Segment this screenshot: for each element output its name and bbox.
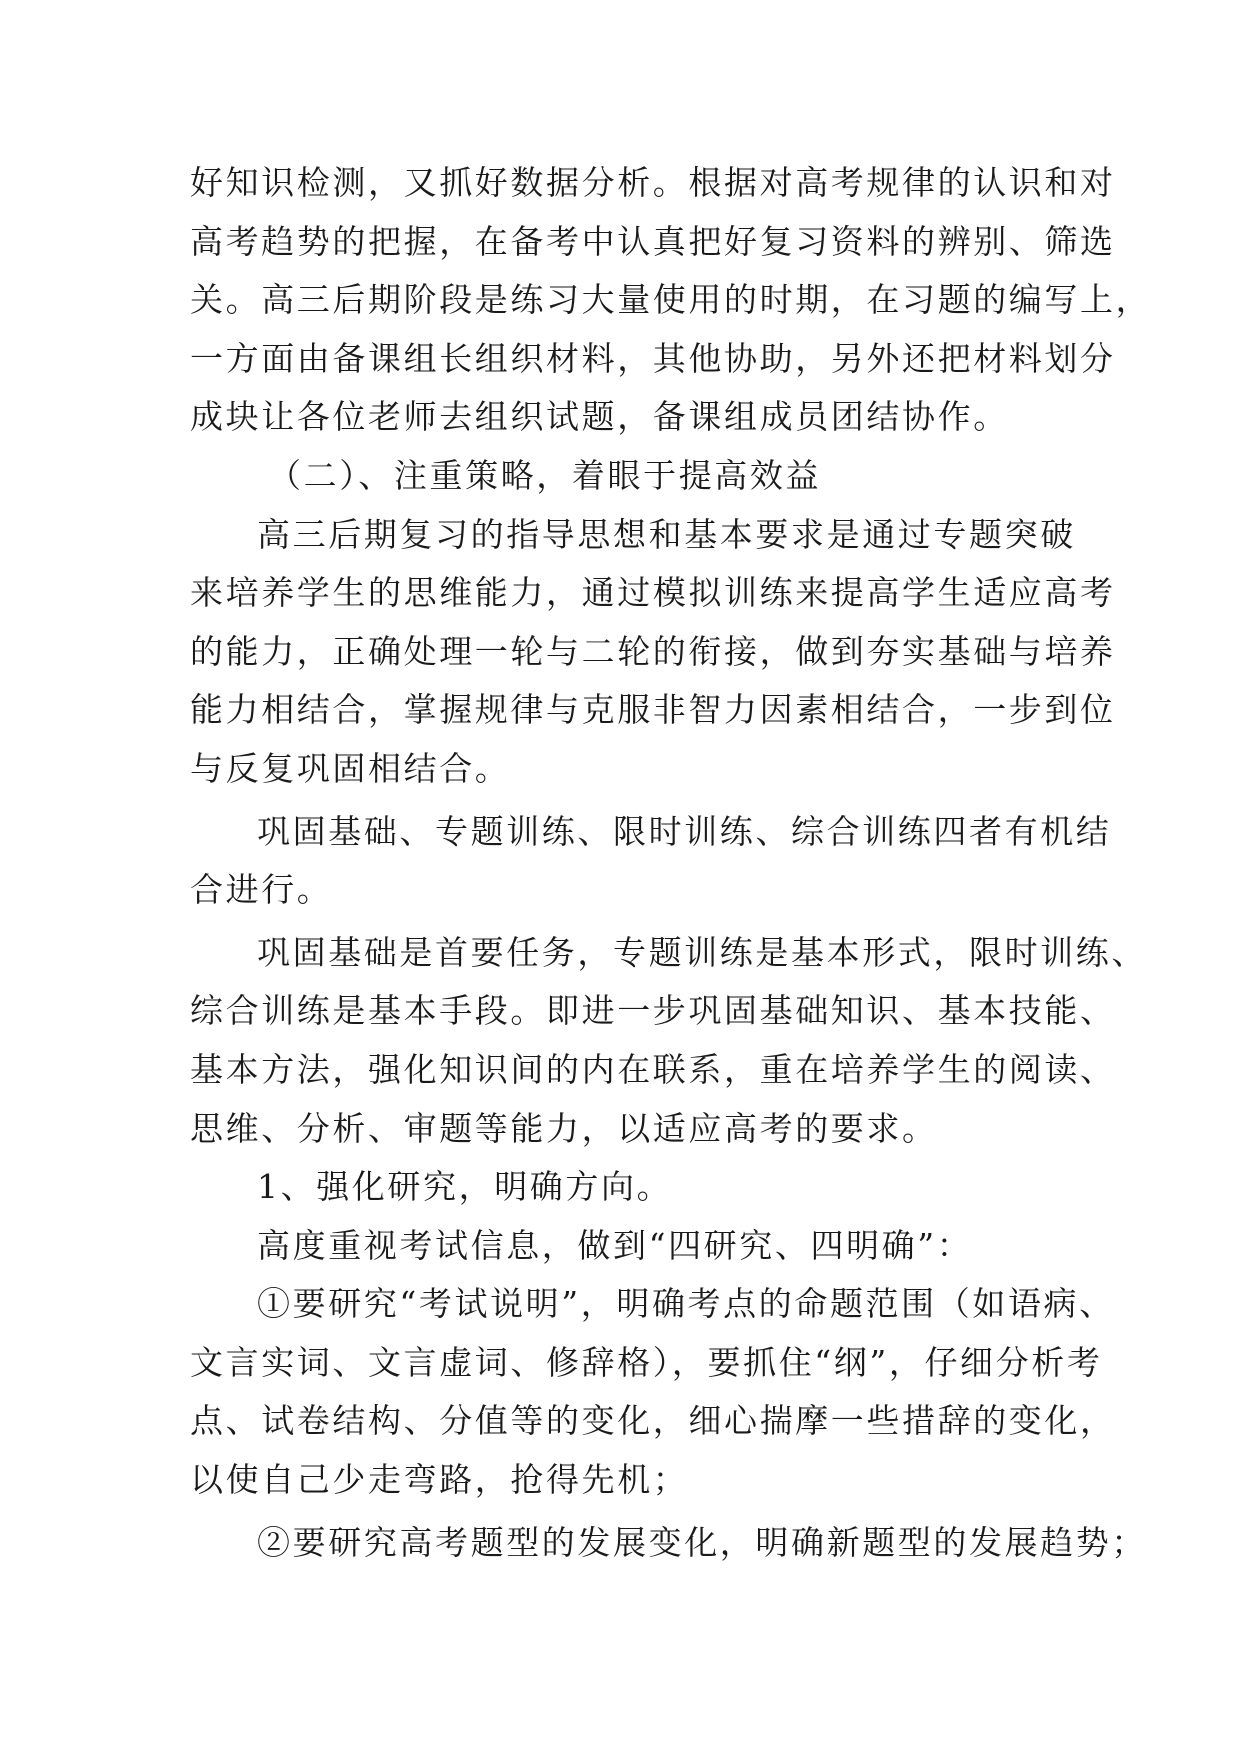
paragraph-line: 成块让各位老师去组织试题，备课组成员团结协作。: [190, 397, 1009, 437]
paragraph-line: 高三后期复习的指导思想和基本要求是通过专题突破: [257, 514, 1076, 554]
paragraph-line: 能力相结合，掌握规律与克服非智力因素相结合，一步到位: [190, 690, 1116, 730]
list-item-line: ②要研究高考题型的发展变化，明确新题型的发展趋势；: [257, 1522, 1147, 1562]
paragraph-line: 巩固基础、专题训练、限时训练、综合训练四者有机结: [257, 811, 1112, 851]
subsection-heading: 1、强化研究，明确方向。: [257, 1167, 673, 1207]
paragraph-line: 文言实词、文言虚词、修辞格），要抓住“纲”，仔细分析考: [190, 1342, 1103, 1382]
paragraph-line: 来培养学生的思维能力，通过模拟训练来提高学生适应高考: [190, 573, 1116, 613]
paragraph-line: 基本方法，强化知识间的内在联系，重在培养学生的阅读、: [190, 1049, 1116, 1089]
paragraph-line: 高考趋势的把握，在备考中认真把好复习资料的辨别、筛选: [190, 221, 1116, 261]
paragraph-line: 合进行。: [190, 870, 333, 910]
paragraph-line: 点、试卷结构、分值等的变化，细心揣摩一些措辞的变化，: [190, 1401, 1116, 1441]
paragraph-line: 的能力，正确处理一轮与二轮的衔接，做到夯实基础与培养: [190, 631, 1116, 671]
paragraph-line: 思维、分析、审题等能力，以适应高考的要求。: [190, 1108, 938, 1148]
paragraph-line: 好知识检测，又抓好数据分析。根据对高考规律的认识和对: [190, 163, 1116, 202]
paragraph-line: 关。高三后期阶段是练习大量使用的时期，在习题的编写上，: [190, 280, 1152, 320]
paragraph-line: 以使自己少走弯路，抢得先机；: [190, 1460, 689, 1500]
document-body: [190, 154, 1152, 1572]
paragraph-line: 高度重视考试信息，做到“四研究、四明确”：: [257, 1225, 973, 1265]
paragraph-line: 综合训练是基本手段。即进一步巩固基础知识、基本技能、: [190, 991, 1116, 1031]
section-heading: （二）、注重策略，着眼于提高效益: [268, 455, 822, 495]
paragraph-line: 与反复巩固相结合。: [190, 748, 511, 788]
paragraph-line: 一方面由备课组长组织材料，其他协助，另外还把材料划分: [190, 338, 1116, 378]
paragraph-line: 巩固基础是首要任务，专题训练是基本形式，限时训练、: [257, 932, 1147, 972]
list-item-line: ①要研究“考试说明”，明确考点的命题范围（如语病、: [257, 1284, 1115, 1324]
